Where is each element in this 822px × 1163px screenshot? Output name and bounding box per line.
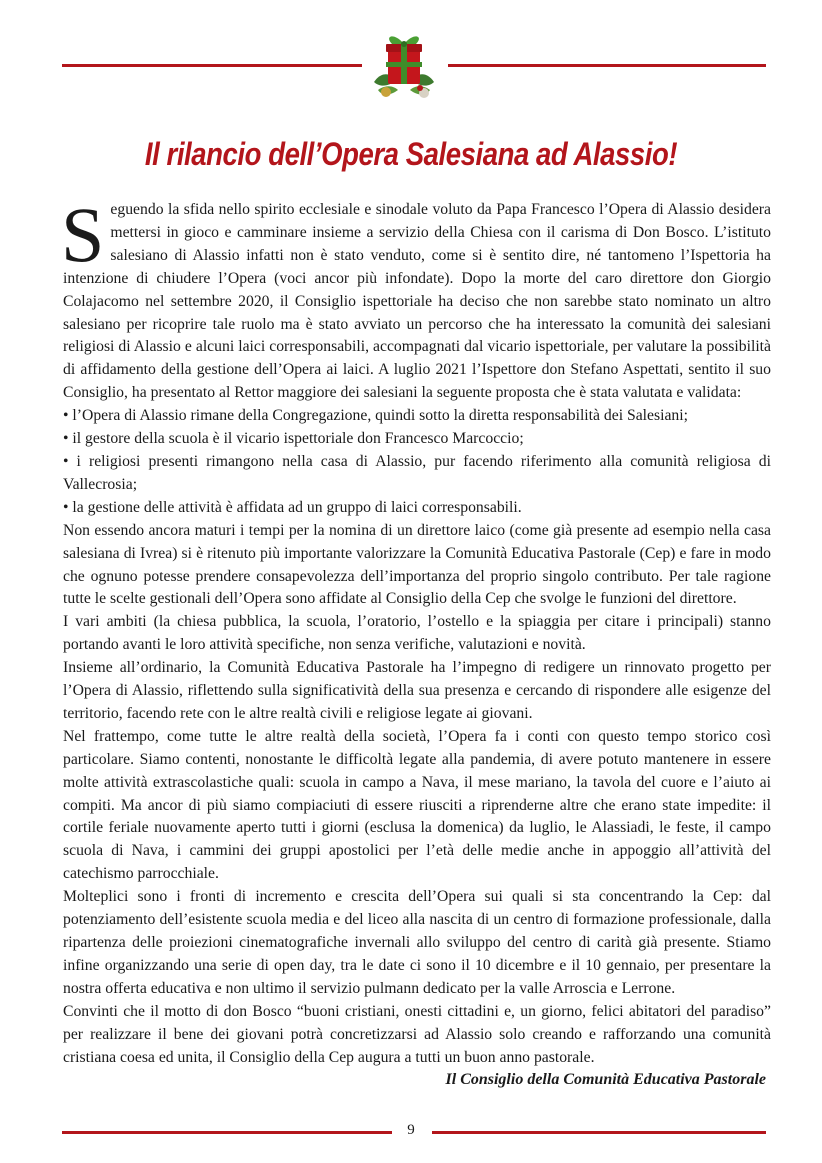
paragraph: Nel frattempo, come tutte le altre realtà della società, l’Opera fa i conti con questo tempo storico così particolare. Siamo contenti, nonostante le difficoltà legate alla pandemia, di avere potuto mantenere in essere molte attività extrascolastiche quali: scuola in campo a Nava, il mese mariano, la tavola del cuore e l’aiuto ai compiti. Ma ancor di più siamo compiaciuti di essere riusciti a riprenderne altre che erano state impedite: il cortile feriale nuovamente aperto tutti i giorni (esclusa la domenica) da luglio, le Alassiadi, le feste, il campo scuola di Nava, i cammini dei gruppi apostolici per l’età delle medie anche in appoggio all’attività del catechismo parrocchiale. xyxy=(63,727,771,883)
paragraph: Non essendo ancora maturi i tempi per la nomina di un direttore laico (come già presente ad esempio nella casa salesiana di Ivrea) si è ritenuto più importante valorizzare la Comunità Educativa Pastorale (Cep) e fare in modo che ognuno potesse prendere consapevolezza dell’importanza del proprio singolo contributo. Per tale ragione tutte le scelte gestionali dell’Opera sono affidate al Consiglio della Cep che svolge le funzioni del direttore. xyxy=(63,521,771,608)
top-rule-right xyxy=(448,64,766,67)
signature: Il Consiglio della Comunità Educativa Pastorale xyxy=(445,1071,766,1088)
first-paragraph xyxy=(61,191,771,405)
bullet-item: • l’Opera di Alassio rimane della Congregazione, quindi sotto la diretta responsabilità dei Salesiani; xyxy=(63,407,688,425)
drop-cap: S xyxy=(61,191,105,278)
paragraph: I vari ambiti (la chiesa pubblica, la scuola, l’oratorio, l’ostello e la spiaggia per citare i principali) stanno portando avanti le loro attività specifiche, non senza verifiche, valutazioni e novità. xyxy=(63,613,771,654)
paragraph: Molteplici sono i fronti di incremento e crescita dell’Opera sui quali si sta concentrando la Cep: dal potenziamento dell’esistente scuola media e del liceo alla nascita di un centro di formazione professionale, dalla ripartenza delle proiezioni cinematografiche invernali allo sviluppo del centro di carità già presente. Stiamo infine organizzando una serie di open day, tra le date ci sono il 10 dicembre e il 10 gennaio, per presentare la nostra offerta educativa e non ultimo il servizio pulmann dedicato per la valle Arroscia e Lerrone. xyxy=(63,888,771,997)
bullet-item: • i religiosi presenti rimangono nella casa di Alassio, pur facendo riferimento alla comunità religiosa di Vallecrosia; xyxy=(63,452,771,493)
top-rule-left xyxy=(62,64,362,67)
paragraph: Convinti che il motto di don Bosco “buoni cristiani, onesti cittadini e, un giorno, felici abitatori del paradiso” per realizzare il bene dei giovani potrà concretizzarsi ad Alassio solo creando e rafforzando una comunità cristiana coesa ed unita, il Consiglio della Cep augura a tutti un buon anno pastorale. xyxy=(63,1002,771,1066)
first-paragraph-text: eguendo la sfida nello spirito ecclesiale e sinodale voluto da Papa Francesco l’Opera di Alassio desidera mettersi in gioco e camminare insieme a servizio della Chiesa con il carisma di Don Bosco. L’istituto salesiano di Alassio infatti non è stato venduto, come si è sentito dire, né tantomeno l’Ispettoria ha intenzione di chiudere l’Opera (voci ancor più infondate). Dopo la morte del caro direttore don Giorgio Colajacomo nel settembre 2020, il Consiglio ispettoriale ha deciso che non sarebbe stato nominato un altro salesiano per ricoprire tale ruolo ma è stato avviato un percorso che ha interessato la comunità dei salesiani religiosi di Alassio e alcuni laici corresponsabili, accompagnati dal vicario ispettoriale, per valutare la possibilità di affidamento della gestione dell’Opera ai laici. A luglio 2021 l’Ispettore don Stefano Aspettati, sentito il suo Consiglio, ha presentato al Rettor maggiore dei salesiani la seguente proposta che è stata valutata e validata: xyxy=(63,201,771,402)
bullet-item: • la gestione delle attività è affidata ad un gruppo di laici corresponsabili. xyxy=(63,498,522,516)
article-title: Il rilancio dell’Opera Salesiana ad Alassio! xyxy=(144,136,678,172)
page-number: 9 xyxy=(407,1122,415,1138)
bullet-item: • il gestore della scuola è il vicario ispettoriale don Francesco Marcoccio; xyxy=(63,430,524,448)
christmas-gift-icon xyxy=(364,30,444,100)
paragraph: Insieme all’ordinario, la Comunità Educativa Pastorale ha l’impegno di redigere un rinnovato progetto per l’Opera di Alassio, riflettendo sulla significatività della sua presenza e cercando di rispondere alle esigenze del territorio, facendo rete con le altre realtà civili e religiose legate ai giovani. xyxy=(63,659,771,722)
article-body xyxy=(61,191,771,1069)
